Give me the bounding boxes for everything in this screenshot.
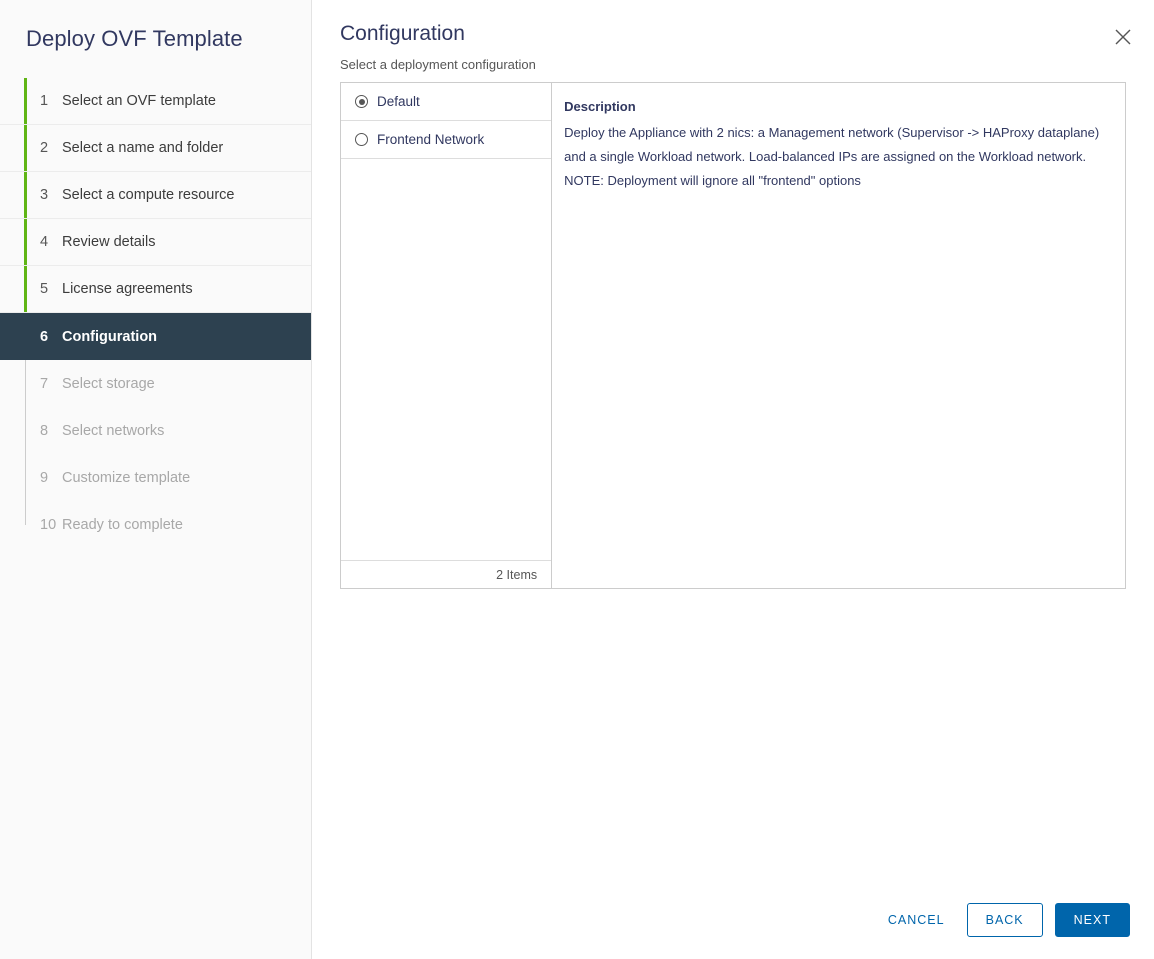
step-label: Review details: [62, 234, 156, 250]
sidebar-step-select-networks[interactable]: [0, 407, 311, 454]
configuration-list: [341, 83, 552, 588]
step-number: 4: [40, 234, 49, 250]
page-title: Configuration: [340, 22, 465, 45]
wizard-sidebar: [0, 0, 312, 959]
step-number: 10: [40, 516, 57, 533]
page-subtitle: Select a deployment configuration: [340, 57, 536, 72]
config-option-frontend-network[interactable]: [341, 121, 551, 159]
back-button[interactable]: BACK: [967, 903, 1043, 937]
sidebar-step-select-a-name-and-folder[interactable]: [0, 125, 311, 172]
sidebar-step-select-a-compute-resource[interactable]: [0, 172, 311, 219]
description-header: Description: [564, 99, 636, 114]
next-button[interactable]: NEXT: [1055, 903, 1130, 937]
step-number: 7: [40, 375, 49, 392]
step-label: Customize template: [62, 469, 191, 486]
item-count: 2 Items: [341, 560, 551, 588]
wizard-main-pane: [312, 0, 1154, 959]
sidebar-step-review-details[interactable]: [0, 219, 311, 266]
step-number: 2: [40, 140, 49, 156]
sidebar-step-select-an-ovf-template[interactable]: [0, 78, 311, 125]
step-label: Select storage: [62, 375, 155, 392]
description-text: Deploy the Appliance with 2 nics: a Management network (Supervisor -> HAProxy dataplane) and a single Workload network. Load-balanced IPs are assigned on the Workload network. NOTE: Deployment will ignore all "frontend" options: [564, 125, 1100, 188]
config-option-default[interactable]: [341, 83, 551, 121]
step-label: Select an OVF template: [62, 93, 216, 109]
step-number: 1: [40, 93, 49, 109]
step-number: 9: [40, 469, 49, 486]
sidebar-step-select-storage[interactable]: [0, 360, 311, 407]
step-label: Configuration: [62, 328, 158, 345]
configuration-selector: [340, 82, 1126, 589]
step-number: 3: [40, 187, 49, 203]
wizard-title: Deploy OVF Template: [26, 26, 243, 51]
description-pane: [552, 83, 1125, 588]
step-number: 5: [40, 281, 49, 297]
step-number: 6: [40, 328, 49, 345]
wizard-footer: [878, 903, 1130, 937]
radio-icon[interactable]: [355, 133, 368, 146]
sidebar-step-customize-template[interactable]: [0, 454, 311, 501]
step-label: Select a compute resource: [62, 187, 235, 203]
config-option-label: Default: [377, 94, 420, 109]
cancel-button[interactable]: CANCEL: [878, 903, 955, 937]
step-label: Select a name and folder: [62, 140, 224, 156]
config-option-label: Frontend Network: [377, 132, 485, 147]
sidebar-step-license-agreements[interactable]: [0, 266, 311, 313]
wizard-steps: [0, 78, 311, 548]
configuration-rows: [341, 83, 551, 560]
sidebar-step-configuration[interactable]: [0, 313, 311, 360]
step-label: License agreements: [62, 281, 193, 297]
radio-icon[interactable]: [355, 95, 368, 108]
sidebar-step-ready-to-complete[interactable]: [0, 501, 311, 548]
step-label: Select networks: [62, 422, 165, 439]
step-number: 8: [40, 422, 49, 439]
step-label: Ready to complete: [62, 516, 183, 533]
close-icon[interactable]: [1110, 24, 1136, 50]
main-header: [312, 0, 1154, 72]
